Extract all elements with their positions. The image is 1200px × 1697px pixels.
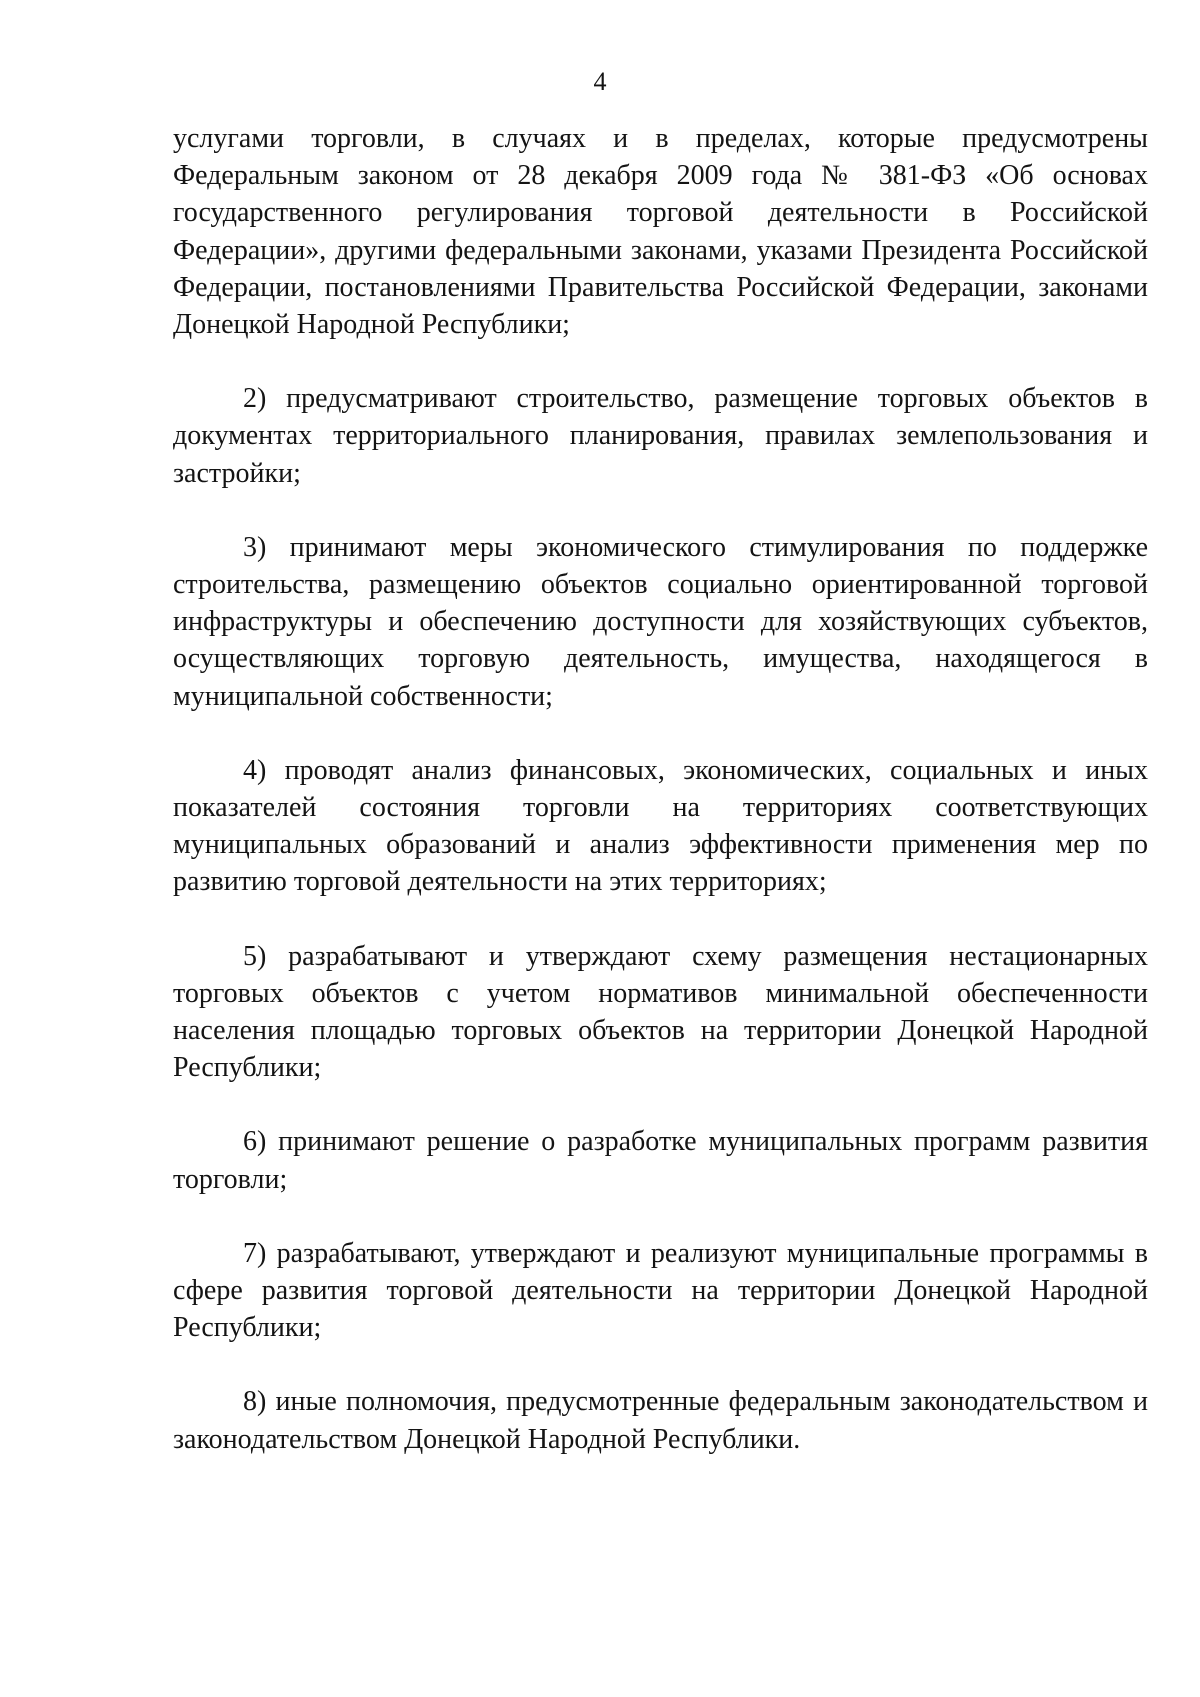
paragraph-item-7: 7) разрабатывают, утверждают и реализуют муниципальные программы в сфере развития торговой деятельности на территории Донецкой Народной Республики; xyxy=(173,1237,1148,1344)
paragraph-item-5: 5) разрабатывают и утверждают схему размещения нестационарных торговых объектов с учетом нормативов минимальной обеспеченности населения площадью торговых объектов на территории Донецкой Народной Республики; xyxy=(173,940,1148,1084)
paragraph-item-6: 6) принимают решение о разработке муниципальных программ развития торговли; xyxy=(173,1126,1148,1195)
paragraph-continuation: услугами торговли, в случаях и в пределах, которые предусмотрены Федеральным законом от 28 декабря 2009 года № 381-ФЗ «Об основах государственного регулирования торговой деятельности в Российской Федерации», другими федеральными законами, указами Президента Российской Федерации, постановлениями Правительства Российской Федерации, законами Донецкой Народной Республики; xyxy=(173,123,1148,341)
paragraph-item-2: 2) предусматривают строительство, размещение торговых объектов в документах территориального планирования, правилах землепользования и застройки; xyxy=(173,383,1148,489)
paragraph-item-3: 3) принимают меры экономического стимулирования по поддержке строительства, размещению объектов социально ориентированной торговой инфраструктуры и обеспечению доступности для хозяйствующих субъектов, осуществляющих торговую деятельность, имущества, находящегося в муниципальной собственности; xyxy=(173,531,1148,712)
paragraph-item-4: 4) проводят анализ финансовых, экономических, социальных и иных показателей состояния торговли на территориях соответствующих муниципальных образований и анализ эффективности применения мер по развитию торговой деятельности на этих территориях; xyxy=(173,754,1148,898)
page-number: 4 xyxy=(593,67,607,96)
document-body xyxy=(173,120,1148,1458)
paragraph-item-8: 8) иные полномочия, предусмотренные федеральным законодательством и законодательством Донецкой Народной Республики. xyxy=(173,1386,1148,1455)
